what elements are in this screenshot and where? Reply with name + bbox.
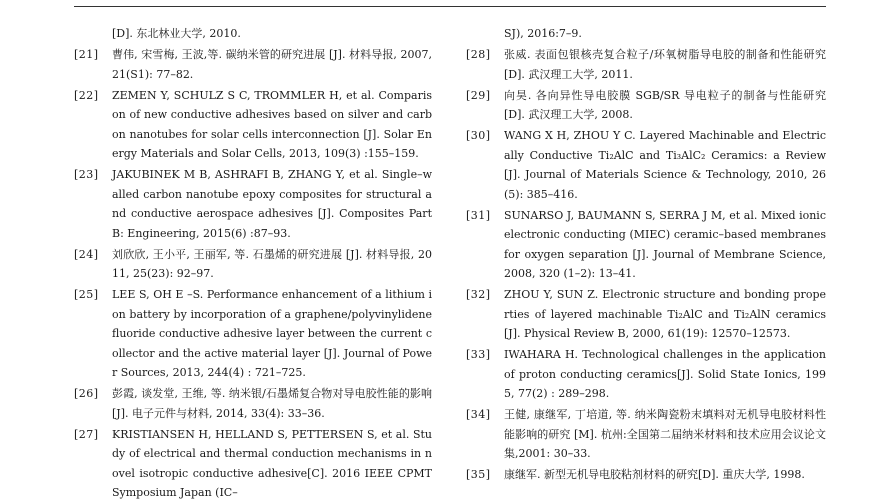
- reference-entry: [74, 165, 432, 243]
- reference-text: 曹伟, 宋雪梅, 王波,等. 碳纳米管的研究进展 [J]. 材料导报, 2007, 21(S1): 77–82.: [112, 48, 432, 81]
- reference-entry: [74, 425, 432, 503]
- reference-text: 刘欣欣, 王小平, 王丽军, 等. 石墨烯的研究进展 [J]. 材料导报, 2011, 25(23): 92–97.: [112, 247, 432, 280]
- reference-entry: [466, 206, 826, 284]
- reference-number: [26]: [74, 387, 99, 400]
- left-column: [74, 24, 432, 504]
- reference-number: [29]: [466, 88, 491, 102]
- reference-entry: [466, 345, 826, 404]
- reference-number: [34]: [466, 408, 491, 421]
- reference-text: 康继军. 新型无机导电胶粘剂材料的研究[D]. 重庆大学, 1998.: [504, 468, 805, 481]
- reference-number: [22]: [74, 88, 99, 102]
- reference-number: [25]: [74, 288, 99, 301]
- reference-text: ZEMEN Y, SCHULZ S C, TROMMLER H, et al. Comparison of new conductive adhesives based on silver and carbon nanotubes for solar cells interconnection [J]. Solar Energy Materials and Solar Cells, 2013, 109(3) :155–159.: [112, 88, 432, 160]
- reference-entry: [466, 126, 826, 204]
- reference-text: SJ), 2016:7–9.: [504, 27, 582, 40]
- reference-number: [21]: [74, 48, 99, 61]
- reference-text: [D]. 东北林业大学, 2010.: [112, 27, 241, 40]
- reference-text: 张威. 表面包银核壳复合粒子/环氧树脂导电胶的制备和性能研究 [D]. 武汉理工大学, 2011.: [504, 48, 826, 81]
- reference-entry: [466, 285, 826, 344]
- reference-entry: [74, 86, 432, 164]
- reference-number: [27]: [74, 427, 99, 441]
- reference-text: JAKUBINEK M B, ASHRAFI B, ZHANG Y, et al. Single–walled carbon nanotube epoxy composites for structural and conductive aerospace adhesives [J]. Composites Part B: Engineering, 2015(6) :87–93.: [112, 168, 432, 240]
- reference-number: [23]: [74, 168, 99, 181]
- reference-entry: [466, 45, 826, 84]
- reference-text: LEE S, OH E –S. Performance enhancement of a lithium ion battery by incorporation of a graphene/polyvinylidene fluoride conductive adhesive layer between the current collector and the active material layer [J]. Journal of Power Sources, 2013, 244(4) : 721–725.: [112, 288, 432, 379]
- reference-number: [24]: [74, 247, 99, 261]
- reference-number: [33]: [466, 348, 491, 361]
- reference-entry: [466, 465, 826, 485]
- reference-number: [32]: [466, 288, 491, 301]
- reference-entry: [74, 45, 432, 84]
- top-rule: [74, 6, 826, 7]
- reference-text: 向昊. 各向异性导电胶膜 SGB/SR 导电粒子的制备与性能研究 [D]. 武汉理工大学, 2008.: [504, 88, 826, 121]
- reference-number: [31]: [466, 208, 491, 222]
- reference-text: 彭霞, 谈发堂, 王维, 等. 纳米银/石墨烯复合物对导电胶性能的影响 [J]. 电子元件与材料, 2014, 33(4): 33–36.: [112, 387, 432, 420]
- reference-text: SUNARSO J, BAUMANN S, SERRA J M, et al. Mixed ionic electronic conducting (MIEC) ceramic–based membranes for oxygen separation [J]. Journal of Membrane Science, 2008, 320 (1–2): 13–41.: [504, 208, 826, 280]
- reference-entry: [74, 24, 432, 44]
- reference-entry: [74, 245, 432, 284]
- reference-number: [35]: [466, 468, 491, 481]
- reference-text: 王健, 康继军, 丁培道, 等. 纳米陶瓷粉末填料对无机导电胶材料性能影响的研究 [M]. 杭州:全国第二届纳米材料和技术应用会议论文集,2001: 30–33.: [504, 408, 826, 460]
- reference-text: IWAHARA H. Technological challenges in the application of proton conducting ceramics[J]. Solid State Ionics, 1995, 77(2) : 289–298.: [504, 348, 826, 400]
- reference-entry: [466, 405, 826, 464]
- reference-number: [28]: [466, 48, 491, 61]
- reference-entry: [74, 384, 432, 423]
- reference-text: WANG X H, ZHOU Y C. Layered Machinable and Electrically Conductive Ti₂AlC and Ti₃AlC₂ Ceramics: a Review [J]. Journal of Materials Science & Technology, 2010, 26(5): 385–416.: [504, 129, 826, 201]
- reference-entry: [74, 285, 432, 383]
- reference-number: [30]: [466, 129, 491, 142]
- reference-text: ZHOU Y, SUN Z. Electronic structure and bonding properties of layered machinable Ti₂AlC and Ti₂AlN ceramics[J]. Physical Review B, 2000, 61(19): 12570–12573.: [504, 288, 826, 340]
- reference-entry: [466, 24, 826, 44]
- right-column: [466, 24, 826, 486]
- reference-entry: [466, 86, 826, 125]
- reference-text: KRISTIANSEN H, HELLAND S, PETTERSEN S, et al. Study of electrical and thermal conduction mechanisms in novel isotropic conductive adhesive[C]. 2016 IEEE CPMT Symposium Japan (IC–: [112, 427, 432, 499]
